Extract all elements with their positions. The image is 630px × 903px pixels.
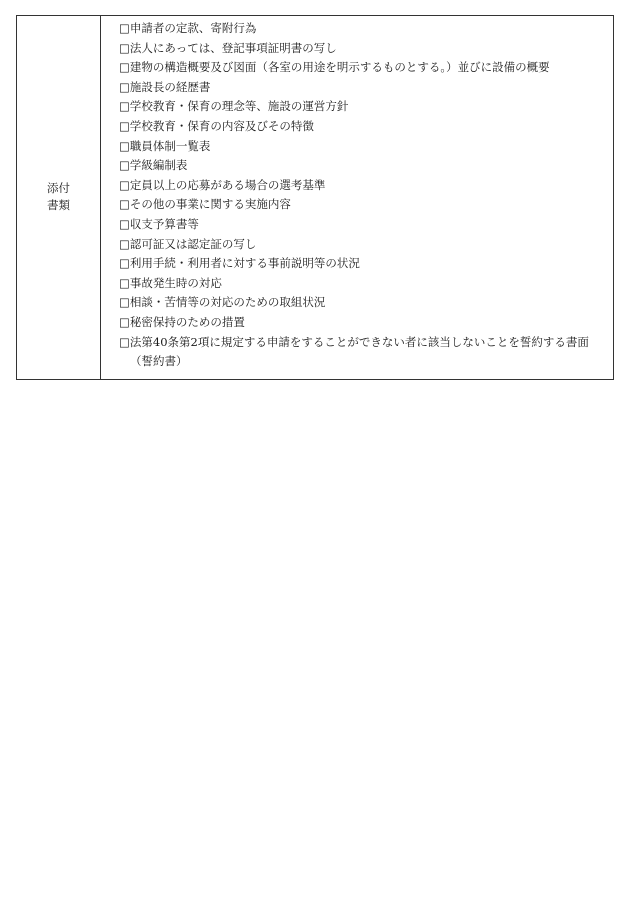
checklist-item[interactable]: [119, 215, 609, 235]
checklist-item[interactable]: [119, 333, 609, 372]
checkbox-icon[interactable]: □: [119, 138, 130, 153]
checkbox-icon[interactable]: □: [119, 314, 130, 329]
checklist-item[interactable]: [119, 235, 609, 255]
checklist-item-label: 収支予算書等: [129, 216, 199, 231]
checklist-item-label: 事故発生時の対応: [129, 275, 222, 290]
checklist-item-label: 定員以上の応募がある場合の選考基準: [129, 177, 326, 192]
attachment-label-cell: [17, 16, 101, 380]
checklist-item[interactable]: [119, 137, 609, 157]
checklist-item[interactable]: [119, 58, 609, 78]
checklist-item[interactable]: [119, 39, 609, 59]
checklist-item-label: 相談・苦情等の対応のための取組状況: [129, 295, 326, 310]
checkbox-icon[interactable]: □: [119, 295, 130, 310]
checkbox-icon[interactable]: □: [119, 40, 130, 55]
checklist-item-label: 学校教育・保育の理念等、施設の運営方針: [129, 99, 349, 114]
checklist-item[interactable]: [119, 176, 609, 196]
checklist-item-label: 申請者の定款、寄附行為: [129, 21, 257, 35]
checkbox-icon[interactable]: □: [119, 256, 130, 271]
checkbox-icon[interactable]: □: [119, 177, 130, 192]
checklist-item[interactable]: [119, 195, 609, 215]
checkbox-icon[interactable]: □: [119, 158, 130, 173]
checklist-item[interactable]: [119, 274, 609, 294]
checklist-item[interactable]: [119, 117, 609, 137]
checklist-item[interactable]: [119, 254, 609, 274]
checkbox-icon[interactable]: □: [119, 197, 130, 212]
checkbox-icon[interactable]: □: [119, 236, 130, 251]
checklist-item-label: 学校教育・保育の内容及びその特徴: [129, 118, 314, 133]
checkbox-icon[interactable]: □: [119, 216, 130, 231]
checklist-item[interactable]: [119, 78, 609, 98]
checklist-item[interactable]: [119, 313, 609, 333]
checklist-item[interactable]: [119, 97, 609, 117]
checklist-item-label: 法人にあっては、登記事項証明書の写し: [129, 40, 337, 55]
checklist-item-label: 学級編制表: [129, 158, 188, 173]
checklist-item-label: 認可証又は認定証の写し: [129, 236, 257, 251]
checklist-item-label: 施設長の経歴書: [129, 79, 211, 94]
checklist-item-label: 秘密保持のための措置: [129, 314, 245, 329]
checkbox-icon[interactable]: □: [119, 60, 130, 75]
attachment-row: [17, 16, 614, 380]
checkbox-icon[interactable]: □: [119, 334, 130, 349]
label-line-2: 書類: [47, 198, 70, 213]
checkbox-icon[interactable]: □: [119, 21, 130, 35]
checklist-item[interactable]: [119, 19, 609, 39]
checklist-item[interactable]: [119, 293, 609, 313]
checklist-item[interactable]: [119, 156, 609, 176]
checklist-item-label: 職員体制一覧表: [129, 138, 211, 153]
checkbox-icon[interactable]: □: [119, 79, 130, 94]
checklist-item-label: 法第40条第2項に規定する申請をすることができない者に該当しないことを誓約する書面（誓約書）: [129, 334, 589, 369]
checklist-item-label: 利用手続・利用者に対する事前説明等の状況: [129, 256, 360, 271]
attachment-documents-table: [16, 15, 614, 380]
checkbox-icon[interactable]: □: [119, 118, 130, 133]
checkbox-icon[interactable]: □: [119, 99, 130, 114]
attachment-items-cell: [101, 16, 614, 380]
label-line-1: 添付: [47, 181, 70, 196]
checklist-item-label: その他の事業に関する実施内容: [129, 197, 291, 212]
checkbox-icon[interactable]: □: [119, 275, 130, 290]
checklist-item-label: 建物の構造概要及び図面（各室の用途を明示するものとする。）並びに設備の概要: [129, 60, 550, 75]
